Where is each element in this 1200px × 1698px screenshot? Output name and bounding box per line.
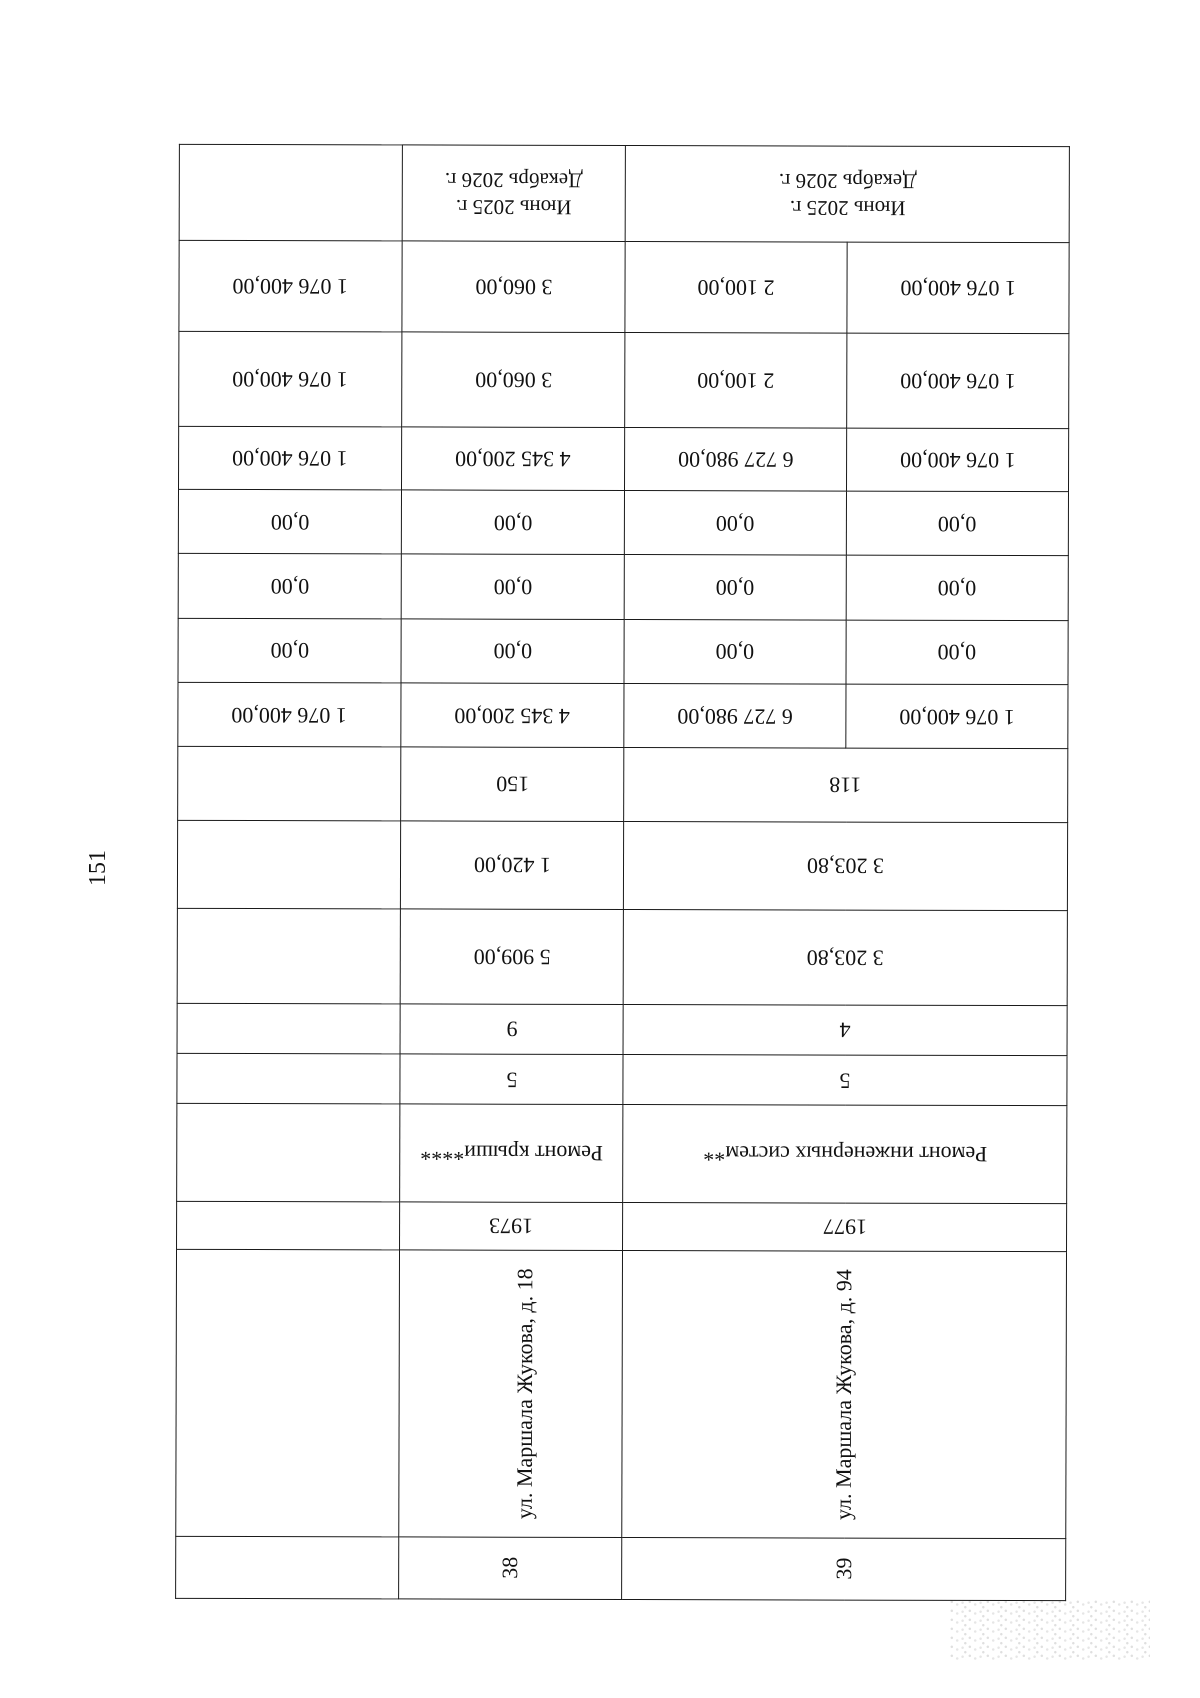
date-cell xyxy=(625,146,1069,243)
table-row xyxy=(177,908,1067,1005)
table-cell xyxy=(179,144,402,240)
table-row xyxy=(176,1536,1066,1601)
table-row xyxy=(179,426,1069,492)
money-cell: 1 076 400,00 xyxy=(179,331,402,426)
area-living-cell: 1 420,00 xyxy=(400,821,623,910)
date-cell xyxy=(402,145,625,241)
money-cell: 0,00 xyxy=(846,555,1068,620)
table-row xyxy=(178,747,1068,823)
address-cell: ул. Маршала Жукова, д. 94 xyxy=(622,1250,1067,1538)
start-date: Июнь 2025 г. xyxy=(789,195,906,221)
table-cell xyxy=(177,1053,400,1104)
money-cell: 0,00 xyxy=(624,619,846,684)
money-cell: 2 100,00 xyxy=(625,333,847,428)
money-cell: 3 060,00 xyxy=(402,332,625,427)
table-row xyxy=(176,1249,1067,1538)
end-date: Декабрь 2026 г. xyxy=(444,167,583,193)
page-number: 151 xyxy=(85,850,111,886)
money-cell: 0,00 xyxy=(401,618,624,683)
money-cell: 4 345 200,00 xyxy=(402,426,625,490)
scan-noise xyxy=(950,1600,1150,1660)
entrances-cell: 9 xyxy=(400,1004,623,1055)
area-total-cell: 3 203,80 xyxy=(623,910,1067,1006)
table-cell xyxy=(177,820,400,909)
work-type-cell: Ремонт инженерных систем** xyxy=(623,1105,1067,1204)
money-cell: 0,00 xyxy=(401,490,624,555)
money-cell: 0,00 xyxy=(846,491,1068,556)
money-cell: 1 076 400,00 xyxy=(847,242,1069,334)
end-date: Декабрь 2026 г. xyxy=(778,168,917,194)
money-cell: 0,00 xyxy=(624,490,846,555)
money-cell: 0,00 xyxy=(178,554,401,619)
year-cell: 1973 xyxy=(400,1202,623,1251)
table-row xyxy=(179,240,1069,334)
money-cell: 6 727 980,00 xyxy=(625,427,847,491)
money-cell: 3 060,00 xyxy=(402,240,625,332)
table-cell xyxy=(178,747,401,821)
money-cell: 0,00 xyxy=(846,620,1068,685)
money-cell: 2 100,00 xyxy=(625,241,847,333)
address-cell: ул. Маршала Жукова, д. 18 xyxy=(399,1250,623,1537)
floors-cell: 5 xyxy=(623,1054,1067,1105)
table-row xyxy=(179,331,1069,428)
money-cell: 0,00 xyxy=(178,618,401,683)
table-row xyxy=(178,489,1068,556)
table-row xyxy=(178,682,1068,749)
money-cell: 0,00 xyxy=(624,555,846,620)
year-cell: 1977 xyxy=(623,1202,1067,1251)
start-date: Июнь 2025 г. xyxy=(455,195,572,220)
area-living-cell: 3 203,80 xyxy=(623,821,1067,911)
money-cell: 4 345 200,00 xyxy=(401,683,624,748)
table-row xyxy=(177,820,1067,911)
money-cell: 0,00 xyxy=(178,489,401,554)
floors-cell: 5 xyxy=(400,1054,623,1105)
money-cell: 1 076 400,00 xyxy=(178,682,401,747)
residents-cell: 150 xyxy=(401,747,624,821)
money-cell: 1 076 400,00 xyxy=(179,426,402,490)
money-cell: 1 076 400,00 xyxy=(846,684,1068,749)
table-row xyxy=(177,1104,1067,1204)
money-cell: 0,00 xyxy=(401,554,624,619)
area-total-cell: 5 909,00 xyxy=(400,909,623,1004)
table-row xyxy=(177,1053,1067,1106)
table-row xyxy=(178,618,1068,685)
entrances-cell: 4 xyxy=(623,1004,1067,1055)
money-cell: 1 076 400,00 xyxy=(847,333,1069,428)
table-row xyxy=(177,1201,1067,1252)
table-row xyxy=(179,144,1069,242)
table-row xyxy=(177,1003,1067,1056)
capital-repair-table xyxy=(175,144,1070,1601)
table-row xyxy=(178,554,1068,621)
table-cell xyxy=(177,1003,400,1054)
money-cell: 1 076 400,00 xyxy=(846,428,1068,492)
row-number-cell: 38 xyxy=(399,1536,622,1599)
money-cell: 6 727 980,00 xyxy=(624,683,846,748)
work-type-cell: Ремонт крыши**** xyxy=(400,1104,623,1202)
table-cell xyxy=(177,1104,400,1202)
money-cell: 1 076 400,00 xyxy=(179,240,402,332)
table-cell xyxy=(176,1249,400,1536)
table-cell xyxy=(177,1201,400,1250)
table-cell xyxy=(177,908,400,1003)
residents-cell: 118 xyxy=(624,748,1068,823)
table-cell xyxy=(176,1536,399,1599)
row-number-cell: 39 xyxy=(622,1537,1066,1601)
